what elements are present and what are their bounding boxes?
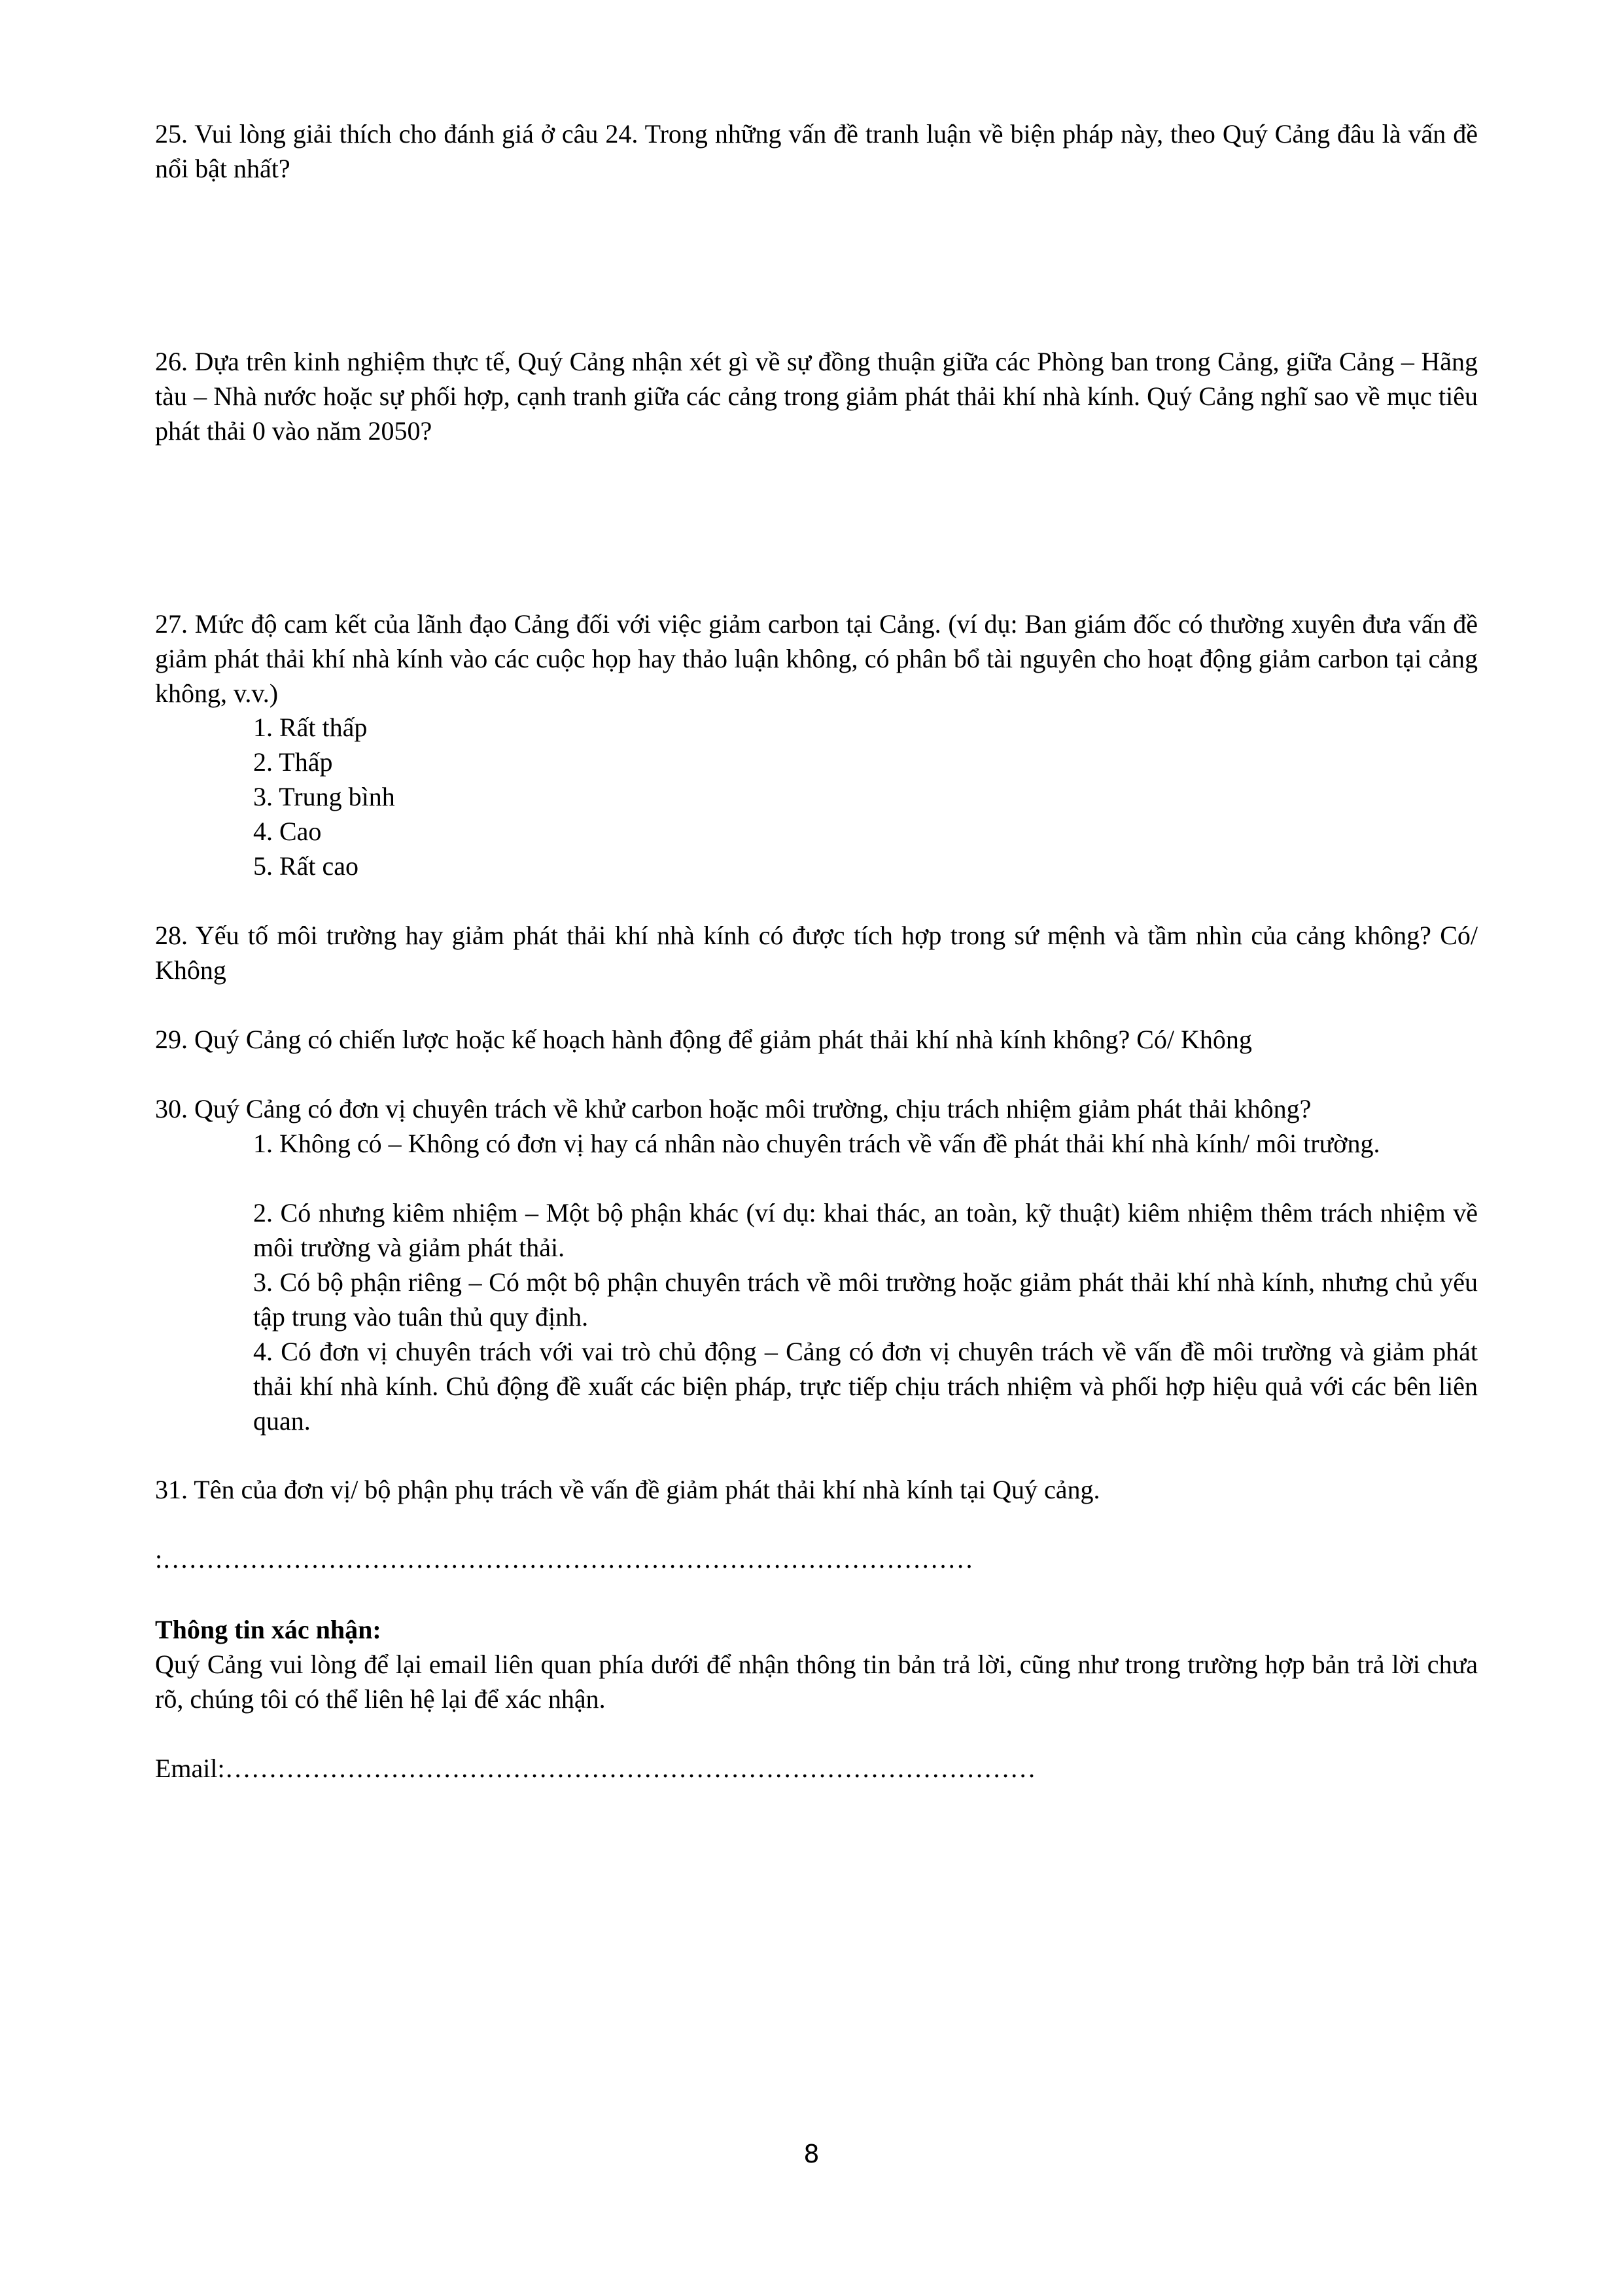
q30-option-3: 3. Có bộ phận riêng – Có một bộ phận chuyên trách về môi trường hoặc giảm phát thải khí nhà kính, nhưng chủ yếu tập trung vào tuân thủ quy định.	[253, 1267, 1478, 1332]
q27-option-3: 3. Trung bình	[253, 782, 395, 811]
q30-option-2: 2. Có nhưng kiêm nhiệm – Một bộ phận khác (ví dụ: khai thác, an toàn, kỹ thuật) kiêm nhiệm thêm trách nhiệm về môi trường và giảm phát thải.	[253, 1198, 1478, 1262]
email-line: Email:…………………………………………………………………………………	[155, 1754, 1036, 1783]
question-27: 27. Mức độ cam kết của lãnh đạo Cảng đối với việc giảm carbon tại Cảng. (ví dụ: Ban giám đốc có thường xuyên đưa vấn đề giảm phát thải khí nhà kính vào các cuộc họp hay thảo luận không, có phân bổ tài nguyên cho hoạt động giảm carbon tại cảng không, v.v.)	[155, 609, 1478, 708]
q31-answer-line: :…………………………………………………………………………………	[155, 1544, 974, 1574]
q27-option-5: 5. Rất cao	[253, 851, 359, 881]
q27-option-4: 4. Cao	[253, 817, 322, 846]
q30-option-1: 1. Không có – Không có đơn vị hay cá nhân nào chuyên trách về vấn đề phát thải khí nhà kính/ môi trường.	[253, 1129, 1380, 1158]
q30-option-4: 4. Có đơn vị chuyên trách với vai trò chủ động – Cảng có đơn vị chuyên trách về vấn đề môi trường và giảm phát thải khí nhà kính. Chủ động đề xuất các biện pháp, trực tiếp chịu trách nhiệm và phối hợp hiệu quả với các bên liên quan.	[253, 1337, 1478, 1436]
question-28: 28. Yếu tố môi trường hay giảm phát thải khí nhà kính có được tích hợp trong sứ mệnh và tầm nhìn của cảng không? Có/ Không	[155, 921, 1478, 985]
question-29: 29. Quý Cảng có chiến lược hoặc kế hoạch hành động để giảm phát thải khí nhà kính không? Có/ Không	[155, 1025, 1252, 1054]
question-30: 30. Quý Cảng có đơn vị chuyên trách về khử carbon hoặc môi trường, chịu trách nhiệm giảm phát thải không?	[155, 1094, 1312, 1123]
page-number: 8	[803, 2140, 820, 2168]
q27-option-2: 2. Thấp	[253, 747, 333, 777]
confirmation-heading: Thông tin xác nhận:	[155, 1615, 381, 1644]
confirmation-text: Quý Cảng vui lòng để lại email liên quan phía dưới để nhận thông tin bản trả lời, cũng như trong trường hợp bản trả lời chưa rõ, chúng tôi có thể liên hệ lại để xác nhận.	[155, 1650, 1478, 1714]
question-26: 26. Dựa trên kinh nghiệm thực tế, Quý Cảng nhận xét gì về sự đồng thuận giữa các Phòng ban trong Cảng, giữa Cảng – Hãng tàu – Nhà nước hoặc sự phối hợp, cạnh tranh giữa các cảng trong giảm phát thải khí nhà kính. Quý Cảng nghĩ sao về mục tiêu phát thải 0 vào năm 2050?	[155, 347, 1478, 446]
question-25: 25. Vui lòng giải thích cho đánh giá ở câu 24. Trong những vấn đề tranh luận về biện pháp này, theo Quý Cảng đâu là vấn đề nổi bật nhất?	[155, 119, 1478, 183]
q27-option-1: 1. Rất thấp	[253, 713, 368, 742]
question-31: 31. Tên của đơn vị/ bộ phận phụ trách về vấn đề giảm phát thải khí nhà kính tại Quý cảng.	[155, 1475, 1100, 1504]
